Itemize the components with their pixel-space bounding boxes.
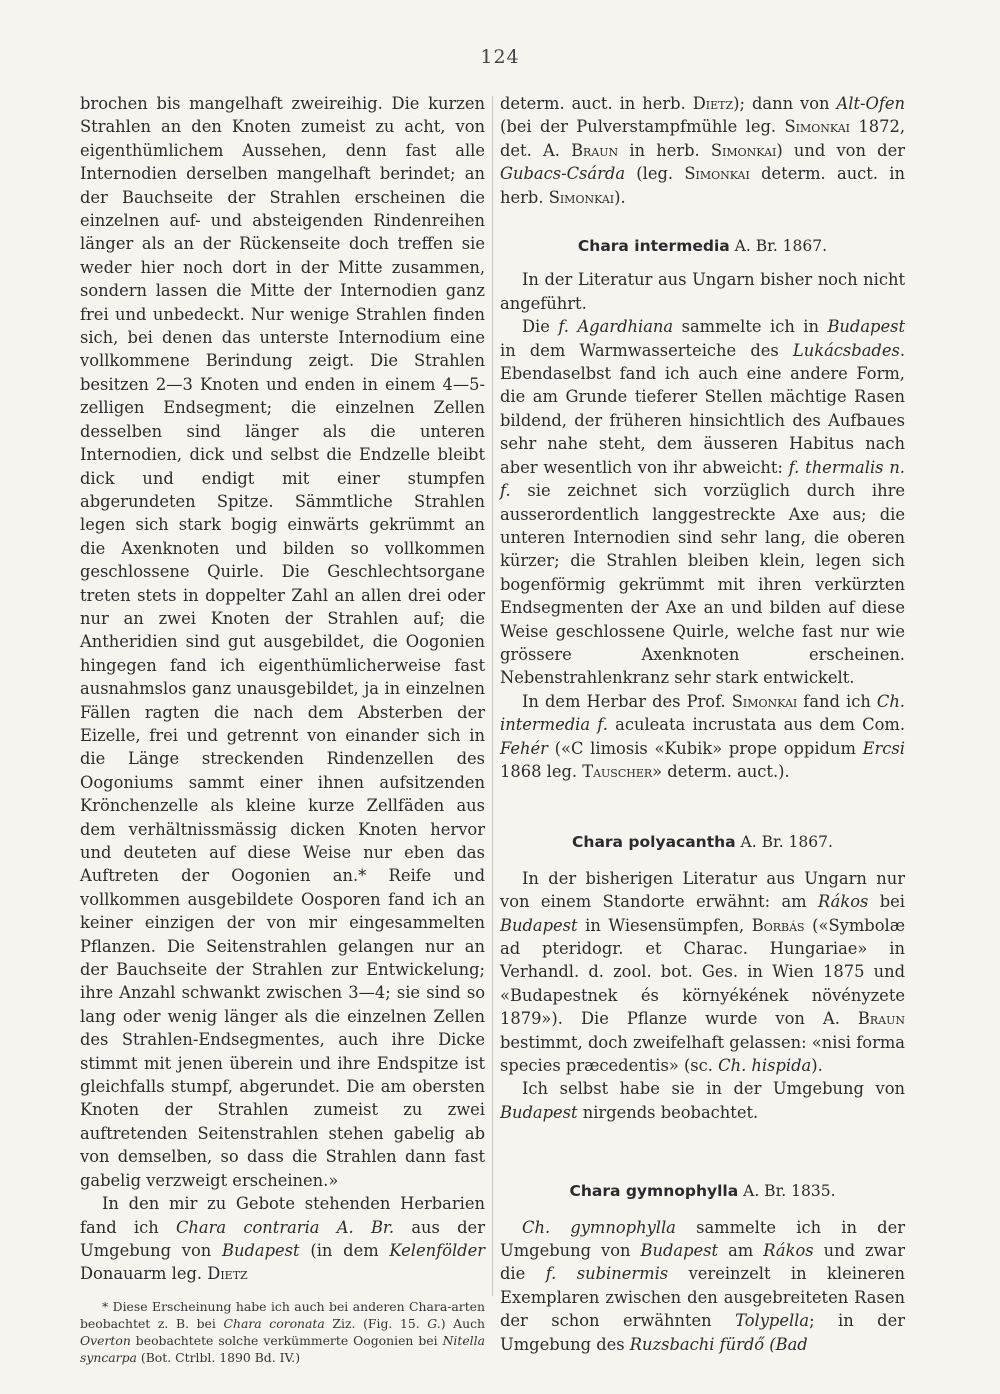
text-run: in dem Warmwasserteiche des <box>500 340 793 360</box>
small-caps-run: Braun <box>571 140 619 160</box>
right-column <box>500 92 905 1356</box>
small-caps-run: Simonkai <box>731 691 798 711</box>
italic-run: Kelenfölder <box>389 1240 485 1260</box>
italic-run: Fehér <box>500 738 548 758</box>
italic-run: Budapest <box>500 915 578 935</box>
text-run: beobachtete solche verkümmerte Oogonien bei <box>130 1332 443 1348</box>
text-run: sammelte ich in der Umgebung von <box>500 1217 905 1261</box>
polyacantha-paragraph-1 <box>500 867 905 1078</box>
text-run: ). <box>614 187 626 207</box>
text-run: Donauarm leg. <box>80 1264 208 1284</box>
section-heading-intermedia: Chara intermedia A. Br. 1867. <box>577 237 828 256</box>
text-run: » determ. auct.). <box>652 761 790 781</box>
text-run: In dem Herbar des Prof. <box>522 691 732 711</box>
small-caps-run: Borbás <box>751 915 805 935</box>
text-run: bestimmt, doch zweifelhaft gelassen: «nisi forma species præcedentis» (sc. <box>500 1032 905 1076</box>
small-caps-run: Braun <box>857 1009 905 1029</box>
text-run: ); dann von <box>733 94 837 113</box>
text-run: (bei der Pulverstampfmühle leg. <box>500 117 785 137</box>
text-run: (in dem <box>299 1240 390 1260</box>
text-run: bei <box>868 892 905 912</box>
text-run: Ziz. (Fig. 15. <box>324 1315 428 1331</box>
text-run: . Ebendaselbst fand ich auch eine andere Form, die am Grunde tieferer Stellen mächtige Rasen bildend, der früheren hinsichtlich des Aufbaues sehr nahe steht, dem äusseren Habitus nach aber wesentlich von ihr abweicht: <box>500 340 905 477</box>
italic-run: Chara contraria A. Br. <box>175 1217 395 1237</box>
italic-run: Gubacs-Csárda <box>500 164 626 184</box>
italic-run: Budapest <box>827 317 905 337</box>
right-intro-paragraph <box>500 92 905 209</box>
italic-run: Lukácsbades <box>792 340 900 360</box>
text-run: nirgends beobachtet. <box>577 1102 759 1122</box>
italic-run: f. thermalis n. f. <box>500 457 905 501</box>
italic-run: Nitella syncarpa <box>80 1332 485 1365</box>
text-run: in Wiesensümpfen, <box>577 915 752 935</box>
text-run: («C limosis «Kubik» prope oppidum <box>547 738 863 758</box>
italic-run: Alt-Ofen <box>836 94 905 113</box>
section-heading-gymnophylla: Chara gymnophylla A. Br. 1835. <box>569 1182 836 1201</box>
text-run: am <box>718 1241 764 1261</box>
intermedia-paragraph-2 <box>500 315 905 690</box>
left-column <box>80 92 485 1366</box>
italic-run: Ch. hispida <box>718 1056 812 1076</box>
text-run: Die <box>522 317 559 337</box>
italic-run: Overton <box>80 1332 131 1348</box>
small-caps-run: Dietz <box>207 1264 248 1284</box>
text-run: und zwar die <box>500 1241 906 1284</box>
italic-run: Budapest <box>640 1241 719 1261</box>
text-run: ). <box>811 1056 823 1076</box>
small-caps-run: Simonkai <box>684 164 750 184</box>
polyacantha-paragraph-2 <box>500 1077 905 1124</box>
italic-run: Ercsi <box>862 738 905 758</box>
small-caps-run: Simonkai <box>784 117 850 137</box>
text-run: determ. auct. in herb. <box>500 94 693 113</box>
italic-run: Rákos <box>763 1241 814 1261</box>
column-divider <box>492 96 493 1296</box>
text-run: sie zeichnet sich vorzüglich durch ihre ausserordentlich langgestreckte Axe aus; die unteren Internodien sind sehr lang, die oberen kürzer; die Strahlen bleiben klein, legen sich bogenförmig gekrümmt mit ihren verkürzten Endsegmenten der Axe an und bilden auf diese Weise geschlossene Quirle, welche fast nur wie grössere Axenknoten erscheinen. Nebenstrahlenkranz sehr stark entwickelt. <box>500 481 905 688</box>
small-caps-run: Dietz <box>692 94 734 113</box>
text-run: 1872, det. A. <box>500 117 905 160</box>
text-run: ) und von der <box>776 140 905 160</box>
italic-run: f. Agardhiana <box>558 317 674 337</box>
text-run: aus der Umgebung von <box>80 1217 485 1260</box>
intermedia-paragraph-3 <box>500 690 905 784</box>
text-run: In der bisherigen Literatur aus Ungarn nur von einem Standorte erwähnt: am <box>500 868 905 912</box>
footnote <box>80 1298 485 1366</box>
gymnophylla-paragraph-1 <box>500 1216 905 1356</box>
text-run: 1868 leg. <box>500 761 583 781</box>
text-run: ) Auch <box>440 1315 485 1331</box>
text-run: Ich selbst habe sie in der Umgebung von <box>522 1079 905 1099</box>
small-caps-run: Simonkai <box>548 187 615 207</box>
text-run: determ. auct. in herb. <box>500 164 905 207</box>
section-heading-polyacantha: Chara polyacantha A. Br. 1867. <box>572 833 833 852</box>
text-run: ; in der Umgebung des <box>500 1311 905 1354</box>
italic-run: Budapest <box>500 1102 578 1122</box>
text-run: aculeata incrustata aus dem Com. <box>607 715 905 735</box>
text-run: (leg. <box>625 164 685 184</box>
italic-run: Chara coronata <box>223 1315 325 1331</box>
page-number: 124 <box>480 46 520 68</box>
italic-run: f. subinermis <box>545 1264 669 1284</box>
text-run: in herb. <box>618 140 711 160</box>
left-paragraph-2 <box>80 1192 485 1286</box>
italic-run: Ch. gymnophylla <box>522 1217 676 1237</box>
italic-run: Rákos <box>817 892 869 912</box>
small-caps-run: Simonkai <box>710 140 777 160</box>
left-paragraph-1 <box>80 92 485 1192</box>
small-caps-run: Tauscher <box>582 761 653 781</box>
text-run: sammelte ich in <box>673 317 828 337</box>
italic-run: Tolypella <box>735 1311 810 1331</box>
text-run: In den mir zu Gebote stehenden Herbarien fand ich <box>80 1194 485 1237</box>
text-run: brochen bis mangelhaft zweireihig. Die kurzen Strahlen an den Knoten zumeist zu acht, von eigenthümlichem Aussehen, denn fast alle Internodien derselben mangelhaft berindet; an der Bauchseite der Strahlen erscheinen die einzelnen auf- und absteigenden Rindenreihen länger als an der Rückenseite doch treffen sie weder hier noch dort in der Mitte zusammen, sondern lassen die Mitte der Internodien ganz frei und unbedeckt. Nur wenige Strahlen finden sich, bei denen das unterste Internodium eine vollkommene Berindung zeigt. Die Strahlen besitzen 2—3 Knoten und enden in einem 4—5-zelligen Endsegment; die einzelnen Zellen desselben sind länger als die unteren Internodien, dick und selbst die Endzelle bleibt dick und endigt mit einer stumpfen abgerundeten Spitze. Sämmtliche Strahlen legen sich stark bogig einwärts gekrümmt an die Axenknoten und bilden so vollkommen geschlossene Quirle. Die Geschlechtsorgane treten stets in doppelter Zahl an allen drei oder nur an zwei Knoten der Strahlen auf; die Antheridien sind gut ausgebildet, die Oogonien hingegen fand ich eigenthümlicherweise fast ausnahmslos ganz unausgebildet, ja in einzelnen Fällen ragten die nach dem Absterben der Eizelle, frei und getrennt von einander sich in die Länge streckenden Rindenzellen des Oogoniums sammt einer ihnen aufsitzenden Krönchenzelle als kleine kurze Zellfäden aus dem verhältnissmässig dicken Knoten hervor und deuteten auf diese Weise nur eben das Auftreten der Oogonien an.* Reife und vollkommen ausgebildete Oosporen fand ich an keiner einzigen der von mir eingesammelten Pflanzen. Die Seitenstrahlen gelangen nur an der Bauchseite der Strahlen zur Entwickelung; ihre Anzahl schwankt zwischen 3—4; sie sind so lang oder wenig länger als die einzelnen Zellen des Strahlen-Endsegmentes, auch ihre Dicke stimmt mit jenen überein und ihre Endspitze ist gleichfalls stumpf, abgerundet. Die am obersten Knoten der Strahlen zumeist zu zwei auftretenden Seitenstrahlen stehen gabelig ab von demselben, so dass die Strahlen dann fast gabelig verzweigt erscheinen.» <box>80 94 485 1190</box>
text-run: * Diese Erscheinung habe ich auch bei anderen Chara-arten beobachtet z. B. bei <box>80 1298 485 1331</box>
italic-run: Budapest <box>222 1240 300 1260</box>
text-run: vereinzelt in kleineren Exemplaren zwischen den ausgebreiteten Rasen der schon erwähnten <box>500 1264 905 1331</box>
italic-run: Ch. intermedia f. <box>500 691 905 735</box>
italic-run: G. <box>427 1315 441 1331</box>
text-run: In der Literatur aus Ungarn bisher noch nicht angeführt. <box>500 270 905 313</box>
italic-run: Ruzsbachi fürdő (Bad <box>629 1334 808 1354</box>
text-run: (Bot. Ctrlbl. 1890 Bd. IV.) <box>136 1349 301 1365</box>
text-run: («Symbolæ ad pteridogr. et Charac. Hungariae» in Verhandl. d. zool. bot. Ges. in Wien 1875 und «Budapestnek és környékének növényzete 1879»). Die Pflanze wurde von A. <box>500 915 906 1029</box>
intermedia-paragraph-1 <box>500 268 905 315</box>
text-run: fand ich <box>797 691 877 711</box>
